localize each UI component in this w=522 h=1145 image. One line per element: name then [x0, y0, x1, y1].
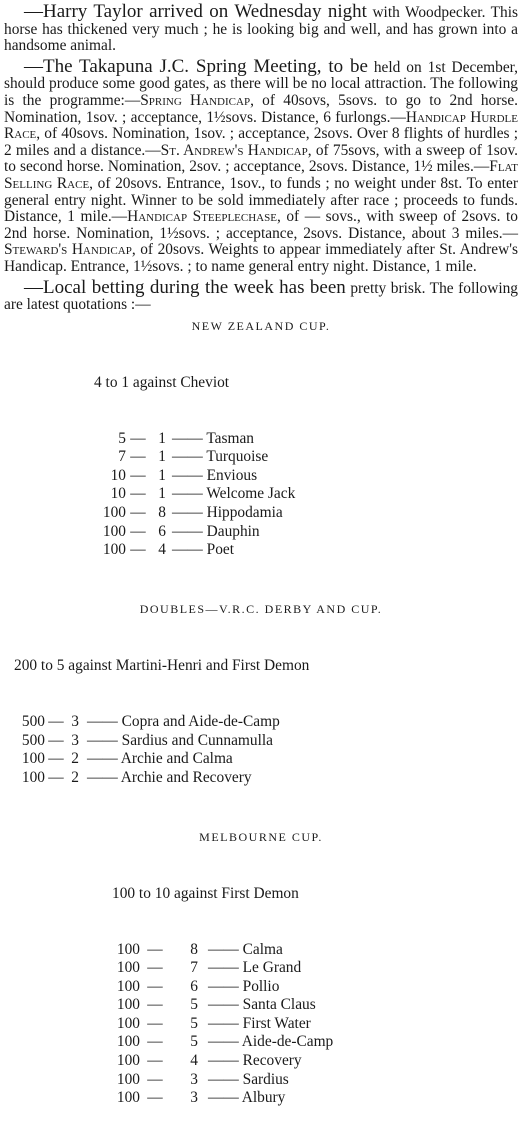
odds-row — [4, 1071, 518, 1090]
odds-row — [4, 978, 518, 997]
odds-return: 3 — [190, 1070, 198, 1088]
odds-stake: 7 — [118, 448, 126, 466]
horse-name: —— Welcome Jack — [172, 485, 296, 503]
odds-return: 1 — [158, 485, 166, 503]
odds-row — [4, 1052, 518, 1071]
odds-return: 7 — [190, 959, 198, 977]
odds-return: 8 — [158, 504, 166, 522]
odds-dash: — — [147, 1033, 163, 1051]
odds-return: 3 — [190, 1089, 198, 1107]
odds-row — [4, 769, 518, 788]
horse-name: —— Archie and Recovery — [87, 768, 252, 786]
horse-name: —— Aide-de-Camp — [208, 1033, 334, 1051]
odds-return: 1 — [158, 448, 166, 466]
odds-return: 6 — [158, 522, 166, 540]
paragraph-body: with Woodpecker. This horse has thickened very much ; he is looking big and well, and has grown into a handsome animal. — [4, 4, 518, 55]
paragraph-lead: —Harry Taylor arrived on Wednesday night — [24, 1, 367, 22]
odds-dash: — — [147, 959, 163, 977]
odds-stake: 10 — [110, 466, 126, 484]
odds-stake: 100 — [116, 940, 140, 958]
odds-return: 2 — [71, 768, 79, 786]
horse-name: —— Dauphin — [172, 522, 260, 540]
odds-row — [4, 1015, 518, 1034]
odds-dash: — — [130, 429, 146, 447]
paragraph-text: , of 20sovs. Weights to appear immediately after St. Andrew's Handicap. Entrance, 1½sovs. ; to name general entry night. Distance, 1 mile. — [4, 241, 518, 275]
odds-row — [4, 467, 518, 486]
odds-return: 3 — [71, 731, 79, 749]
odds-dash: — — [130, 504, 146, 522]
paragraph-text: , of 20sovs. Entrance, 1sov., to funds ; no weight under 8st. To enter general entry night. Winner to be sold immediately after race ; proceeds to funds. Distance, 1 mile.— — [4, 174, 518, 226]
odds-dash: — — [147, 1014, 163, 1032]
odds-dash: — — [48, 768, 64, 786]
odds-dash: — — [130, 541, 146, 559]
horse-name: —— Turquoise — [172, 448, 269, 466]
horse-name: —— Recovery — [208, 1052, 302, 1070]
paragraph-takapuna-meeting — [4, 55, 519, 276]
horse-name: —— Sardius — [208, 1070, 289, 1088]
odds-stake: 100 — [102, 522, 126, 540]
race-name-spring-handicap: Spring Handicap — [140, 91, 251, 109]
odds-return: 4 — [190, 1052, 198, 1070]
paragraph-body: pretty brisk. The following are latest quotations :— — [4, 279, 518, 314]
odds-first-line: 4 to 1 against Cheviot — [94, 373, 230, 391]
odds-stake: 100 — [116, 1089, 140, 1107]
odds-dash: — — [48, 731, 64, 749]
odds-return: 2 — [71, 750, 79, 768]
race-name-stewards-handicap: Steward's Handicap — [4, 241, 132, 259]
odds-row — [4, 996, 518, 1015]
section-heading-doubles: DOUBLES—V.R.C. DERBY AND CUP. — [139, 602, 383, 616]
odds-stake: 100 — [102, 541, 126, 559]
paragraph-local-betting — [4, 276, 518, 314]
odds-return: 8 — [190, 940, 198, 958]
odds-stake: 100 — [116, 996, 140, 1014]
odds-stake: 100 — [116, 977, 140, 995]
horse-name: —— Copra and Aide-de-Camp — [87, 712, 280, 730]
odds-return: 5 — [190, 996, 198, 1014]
odds-dash: — — [147, 996, 163, 1014]
horse-name: —— Santa Claus — [208, 996, 316, 1014]
paragraph-text: , of 40sovs, 5sovs. to go to 2nd horse. Nomination, 1sov. ; acceptance, 1½sovs. Distance, 6 furlongs.— — [4, 91, 518, 126]
horse-name: —— Poet — [172, 541, 234, 559]
paragraph-lead: —Local betting during the week has been — [24, 276, 346, 298]
odds-return: 1 — [158, 429, 166, 447]
odds-stake: 100 — [21, 768, 45, 786]
horse-name: —— Sardius and Cunnamulla — [87, 731, 273, 749]
horse-name: —— Envious — [172, 466, 258, 484]
odds-stake: 10 — [110, 485, 126, 503]
race-name-st-andrews: St. Andrew's Handicap — [160, 141, 308, 159]
odds-dash: — — [147, 1089, 163, 1107]
odds-row — [4, 713, 518, 732]
odds-dash: — — [48, 750, 64, 768]
odds-return: 1 — [158, 466, 166, 484]
odds-dash: — — [147, 977, 163, 995]
odds-stake: 100 — [116, 1033, 140, 1051]
race-name-flat-selling: Flat Selling Race — [4, 158, 518, 192]
odds-return: 5 — [190, 1014, 198, 1032]
odds-row — [4, 1089, 518, 1108]
odds-dash: — — [130, 448, 146, 466]
paragraph-text: , of 40sovs. Nomination, 1sov. ; acceptance, 2sovs. Over 8 flights of hurdles ; 2 miles and a distance.— — [4, 125, 518, 159]
odds-dash: — — [130, 522, 146, 540]
odds-stake: 100 — [116, 1014, 140, 1032]
odds-row — [4, 504, 518, 523]
odds-dash: — — [147, 1052, 163, 1070]
horse-name: —— First Water — [208, 1014, 311, 1032]
odds-return: 5 — [190, 1033, 198, 1051]
odds-row — [4, 750, 518, 769]
horse-name: —— Calma — [208, 940, 283, 958]
odds-table-doubles — [4, 620, 518, 825]
odds-row — [4, 541, 518, 560]
odds-stake: 100 — [102, 504, 126, 522]
paragraph-text: , of 75sovs, with a sweep of 1sov. to second horse. Nomination, 2sov. ; acceptance, 2sovs. Distance, 1½ miles.— — [4, 141, 519, 176]
race-name-steeplechase: Handicap Steeplechase — [127, 208, 277, 226]
odds-row — [4, 523, 518, 542]
odds-table-nz-cup — [4, 337, 518, 597]
horse-name: —— Tasman — [172, 429, 254, 447]
odds-stake: 100 — [116, 959, 140, 977]
paragraph-text: held on 1st December, should produce some good gates, as there will be no local attraction. The following is the programme:— — [4, 58, 519, 109]
odds-stake: 100 — [21, 750, 45, 768]
odds-table-melbourne-cup — [4, 848, 518, 1145]
odds-row — [4, 941, 518, 960]
odds-row — [4, 959, 518, 978]
odds-row — [4, 732, 518, 751]
horse-name: —— Albury — [208, 1089, 286, 1107]
paragraph-lead: —The Takapuna J.C. Spring Meeting, to be — [24, 55, 368, 77]
odds-dash: — — [147, 1070, 163, 1088]
odds-stake: 500 — [21, 731, 45, 749]
horse-name: —— Le Grand — [208, 959, 302, 977]
odds-first-line: 100 to 10 against First Demon — [112, 884, 299, 902]
odds-return: 6 — [190, 977, 198, 995]
odds-stake: 100 — [116, 1070, 140, 1088]
section-heading-melbourne-cup: MELBOURNE CUP. — [199, 829, 323, 844]
odds-stake: 5 — [118, 429, 126, 447]
odds-first-line: 200 to 5 against Martini-Henri and First Demon — [14, 657, 310, 675]
odds-return: 3 — [71, 712, 79, 730]
odds-dash: — — [48, 712, 64, 730]
paragraph-harry-taylor — [4, 1, 518, 55]
race-name-handicap-hurdle: Handicap Hurdle Race — [4, 108, 518, 143]
section-heading-nz-cup: NEW ZEALAND CUP. — [191, 318, 331, 333]
odds-row — [4, 448, 518, 467]
odds-stake: 500 — [21, 712, 45, 730]
odds-dash: — — [147, 940, 163, 958]
odds-stake: 100 — [116, 1052, 140, 1070]
odds-row — [4, 485, 518, 504]
odds-dash: — — [130, 466, 146, 484]
horse-name: —— Pollio — [208, 977, 280, 995]
horse-name: —— Hippodamia — [172, 504, 283, 522]
paragraph-text: , of — sovs., with sweep of 2sovs. to 2nd horse. Nomination, 1½sovs. ; acceptance, 2sovs. Distance, about 3 miles.— — [4, 208, 518, 242]
horse-name: —— Archie and Calma — [87, 750, 233, 768]
odds-dash: — — [130, 485, 146, 503]
odds-row — [4, 430, 518, 449]
odds-return: 4 — [158, 541, 166, 559]
